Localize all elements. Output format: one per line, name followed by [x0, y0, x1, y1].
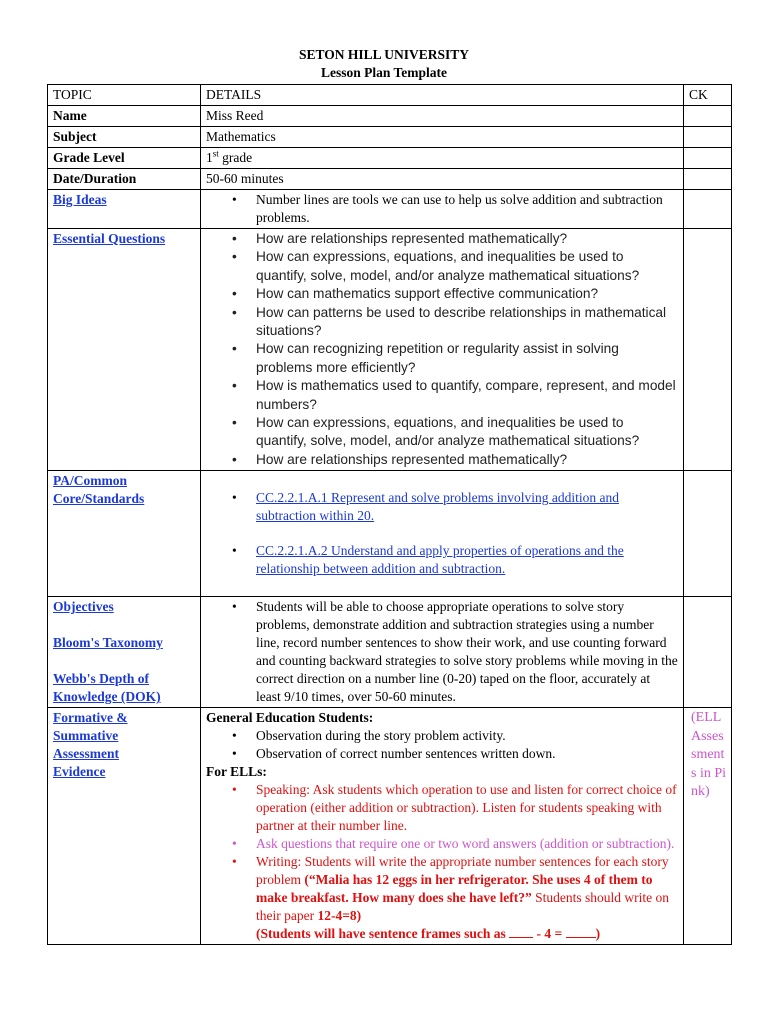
grade-label: Grade Level — [48, 148, 201, 169]
big-ideas-list — [206, 191, 678, 227]
ck-cell — [684, 229, 732, 471]
list-item: • How can expressions, equations, and inequalities be used to quantify, solve, model, and/or analyze mathematical situations? — [206, 414, 678, 451]
ck-cell — [684, 106, 732, 127]
essential-questions-list — [206, 230, 678, 469]
list-item: • Students will be able to choose appropriate operations to solve story problems, demonstrate addition and subtraction strategies using a number line, record number sentences to show their work, and use counting forward and counting backward strategies to solve story problems while moving in the correct direction on a number line (0-20) taped on the floor, accurately at least 9/10 times, over 50-60 minutes. — [206, 598, 678, 706]
template-title: Lesson Plan Template — [320, 65, 448, 80]
gen-ed-heading: General Education Students: — [206, 710, 374, 726]
writing-answer: 12-4=8) — [317, 908, 362, 924]
standard-link-1[interactable]: CC.2.2.1.A.1 Represent and solve problems involving addition and subtraction within 20. — [256, 490, 619, 524]
writing-text-a: Writing: Students will write the appropriate number sentences for each story problem — [256, 854, 669, 888]
list-item: • Number lines are tools we can use to help us solve addition and subtraction problems. — [206, 191, 678, 227]
lesson-plan-table — [47, 84, 732, 945]
standards-label-line1: PA/Common — [53, 473, 127, 489]
grade-value — [201, 148, 684, 169]
assessment-line2: Summative — [53, 728, 119, 744]
list-item: • How can mathematics support effective communication? — [206, 285, 678, 303]
standards-label-line2: Core/Standards — [53, 491, 145, 507]
table-row — [48, 597, 732, 708]
list-item — [206, 542, 678, 578]
table-row — [48, 471, 732, 597]
gen-ed-list — [206, 727, 678, 763]
header-ck: CK — [684, 85, 732, 106]
assessment-line4: Evidence — [53, 764, 106, 780]
objectives-link[interactable]: Objectives — [53, 599, 114, 615]
ck-cell — [684, 471, 732, 597]
ell-heading: For ELLs: — [206, 764, 267, 780]
ck-cell — [684, 190, 732, 229]
list-item: • How are relationships represented mathematically? — [206, 451, 678, 469]
list-item: • How can patterns be used to describe relationships in mathematical situations? — [206, 304, 678, 341]
table-row — [48, 148, 732, 169]
list-item: • Ask questions that require one or two word answers (addition or subtraction). — [206, 835, 678, 853]
writing-list — [206, 853, 678, 943]
standards-list-2 — [206, 542, 678, 578]
list-item: • How can recognizing repetition or regularity assist in solving problems more efficiently? — [206, 340, 678, 377]
questions-list — [206, 835, 678, 853]
ck-cell — [684, 148, 732, 169]
table-header-row — [48, 85, 732, 106]
header-topic: TOPIC — [48, 85, 201, 106]
ck-cell — [684, 169, 732, 190]
speaking-list — [206, 781, 678, 835]
list-item — [206, 489, 678, 525]
frames-text-a: (Students will have sentence frames such as — [256, 926, 510, 942]
grade-text: grade — [218, 150, 253, 165]
frames-text-c: ) — [595, 926, 601, 942]
list-item: • Speaking: Ask students which operation to use and listen for correct choice of operation (either addition or subtraction). Listen for students speaking with partner at their number line. — [206, 781, 678, 835]
essential-questions-link[interactable]: Essential Questions — [53, 231, 166, 246]
webbs-dok-link[interactable] — [53, 671, 161, 704]
ck-cell — [684, 597, 732, 708]
page-header — [0, 46, 768, 82]
name-label: Name — [48, 106, 201, 127]
writing-text-c: Students should write on their paper — [256, 890, 669, 924]
list-item: • How is mathematics used to quantify, compare, represent, and model numbers? — [206, 377, 678, 414]
blank-line-1 — [509, 926, 533, 938]
table-row — [48, 708, 732, 945]
list-item: • Observation of correct number sentences written down. — [206, 745, 678, 763]
blooms-taxonomy-link[interactable]: Bloom's Taxonomy — [53, 635, 163, 651]
standards-list — [206, 489, 678, 525]
standard-link-2[interactable]: CC.2.2.1.A.2 Understand and apply properties of operations and the relationship between addition and subtraction. — [256, 543, 624, 577]
table-row — [48, 190, 732, 229]
header-details: DETAILS — [201, 85, 684, 106]
date-value: 50-60 minutes — [201, 169, 684, 190]
subject-value: Mathematics — [201, 127, 684, 148]
ell-assessment-note: (ELL Assessments in Pink) — [691, 710, 727, 800]
webbs-line2: Knowledge (DOK) — [53, 689, 161, 705]
frames-text-b: - 4 = — [533, 926, 566, 942]
date-label: Date/Duration — [48, 169, 201, 190]
name-value: Miss Reed — [201, 106, 684, 127]
big-ideas-link[interactable]: Big Ideas — [53, 192, 107, 207]
standards-link[interactable] — [53, 473, 144, 506]
assessment-link[interactable] — [53, 710, 128, 779]
webbs-line1: Webb's Depth of — [53, 671, 150, 687]
ck-cell — [684, 127, 732, 148]
grade-suffix: st — [212, 148, 219, 159]
table-row — [48, 127, 732, 148]
list-item: • Observation during the story problem activity. — [206, 727, 678, 745]
blank-line-2 — [566, 926, 596, 938]
list-item: • How can expressions, equations, and inequalities be used to quantify, solve, model, and/or analyze mathematical situations? — [206, 248, 678, 285]
subject-label: Subject — [48, 127, 201, 148]
list-item — [206, 853, 678, 943]
grade-number: 1 — [206, 150, 213, 165]
objectives-list — [206, 598, 678, 706]
assessment-line1: Formative & — [53, 710, 128, 726]
writing-story-problem: (“Malia has 12 eggs in her refrigerator. She uses 4 of them to make breakfast. How many does she have left?” — [256, 872, 653, 906]
university-title: SETON HILL UNIVERSITY — [298, 47, 470, 62]
assessment-line3: Assessment — [53, 746, 119, 762]
table-row — [48, 229, 732, 471]
list-item: • How are relationships represented mathematically? — [206, 230, 678, 248]
table-row — [48, 169, 732, 190]
table-row — [48, 106, 732, 127]
